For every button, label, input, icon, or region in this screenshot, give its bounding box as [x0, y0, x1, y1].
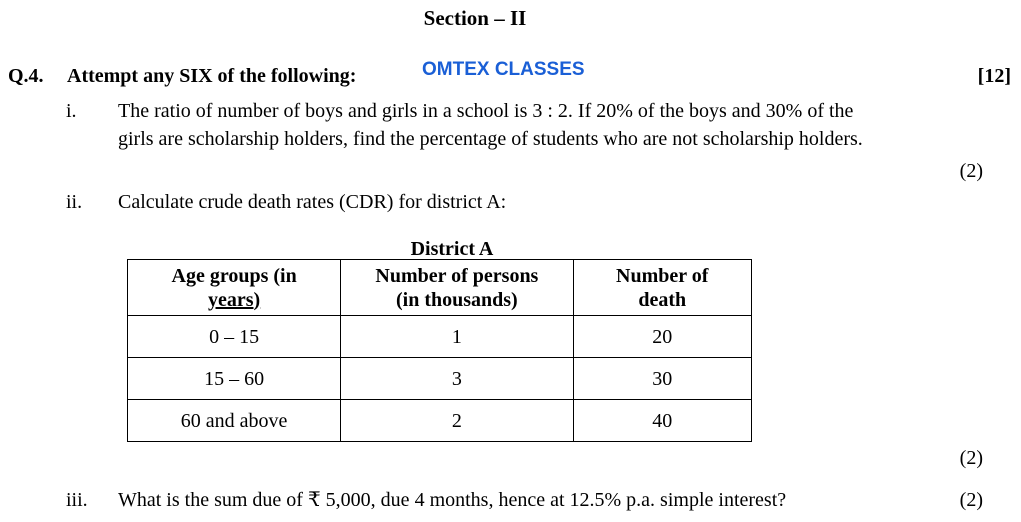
header-persons-line-2: (in thousands) [396, 288, 518, 311]
item-ii-number: ii. [66, 191, 83, 213]
header-number-of-persons [341, 260, 573, 316]
question-number: Q.4. [8, 65, 44, 87]
item-ii-marks: (2) [959, 447, 983, 469]
cell-age-group: 0 – 15 [128, 316, 341, 358]
item-i-line-2: girls are scholarship holders, find the percentage of students who are not scholarship holders. [118, 128, 863, 150]
cell-deaths: 30 [573, 358, 751, 400]
cell-deaths: 20 [573, 316, 751, 358]
table-row [128, 358, 752, 400]
cell-persons: 1 [341, 316, 573, 358]
question-instruction: Attempt any SIX of the following: [67, 65, 357, 87]
watermark-text: OMTEX CLASSES [422, 59, 585, 80]
section-title: Section – II [423, 6, 527, 30]
district-table [127, 259, 752, 442]
table-caption: District A [410, 238, 494, 260]
table-row [128, 316, 752, 358]
item-i-marks: (2) [959, 160, 983, 182]
header-persons-line-1: Number of persons [375, 264, 539, 287]
table-row [128, 400, 752, 442]
header-age-groups-line-1: Age groups (in [171, 264, 297, 287]
item-iii-line-1: What is the sum due of ₹ 5,000, due 4 months, hence at 12.5% p.a. simple interest? [118, 489, 787, 511]
header-death-line-2: death [638, 288, 687, 311]
cell-deaths: 40 [573, 400, 751, 442]
item-i-number: i. [66, 100, 77, 122]
cell-age-group: 60 and above [128, 400, 341, 442]
header-number-of-death [573, 260, 751, 316]
header-age-groups-line-2: years) [208, 288, 261, 311]
item-ii-line-1: Calculate crude death rates (CDR) for district A: [118, 191, 507, 213]
cell-persons: 3 [341, 358, 573, 400]
cell-age-group: 15 – 60 [128, 358, 341, 400]
item-iii-number: iii. [66, 489, 88, 511]
header-death-line-1: Number of [616, 264, 709, 287]
item-i-line-1: The ratio of number of boys and girls in a school is 3 : 2. If 20% of the boys and 30% of the [118, 100, 854, 122]
item-iii-marks: (2) [959, 489, 983, 511]
table-header-row [128, 260, 752, 316]
question-total-marks: [12] [977, 65, 1011, 87]
header-age-groups [128, 260, 341, 316]
cell-persons: 2 [341, 400, 573, 442]
